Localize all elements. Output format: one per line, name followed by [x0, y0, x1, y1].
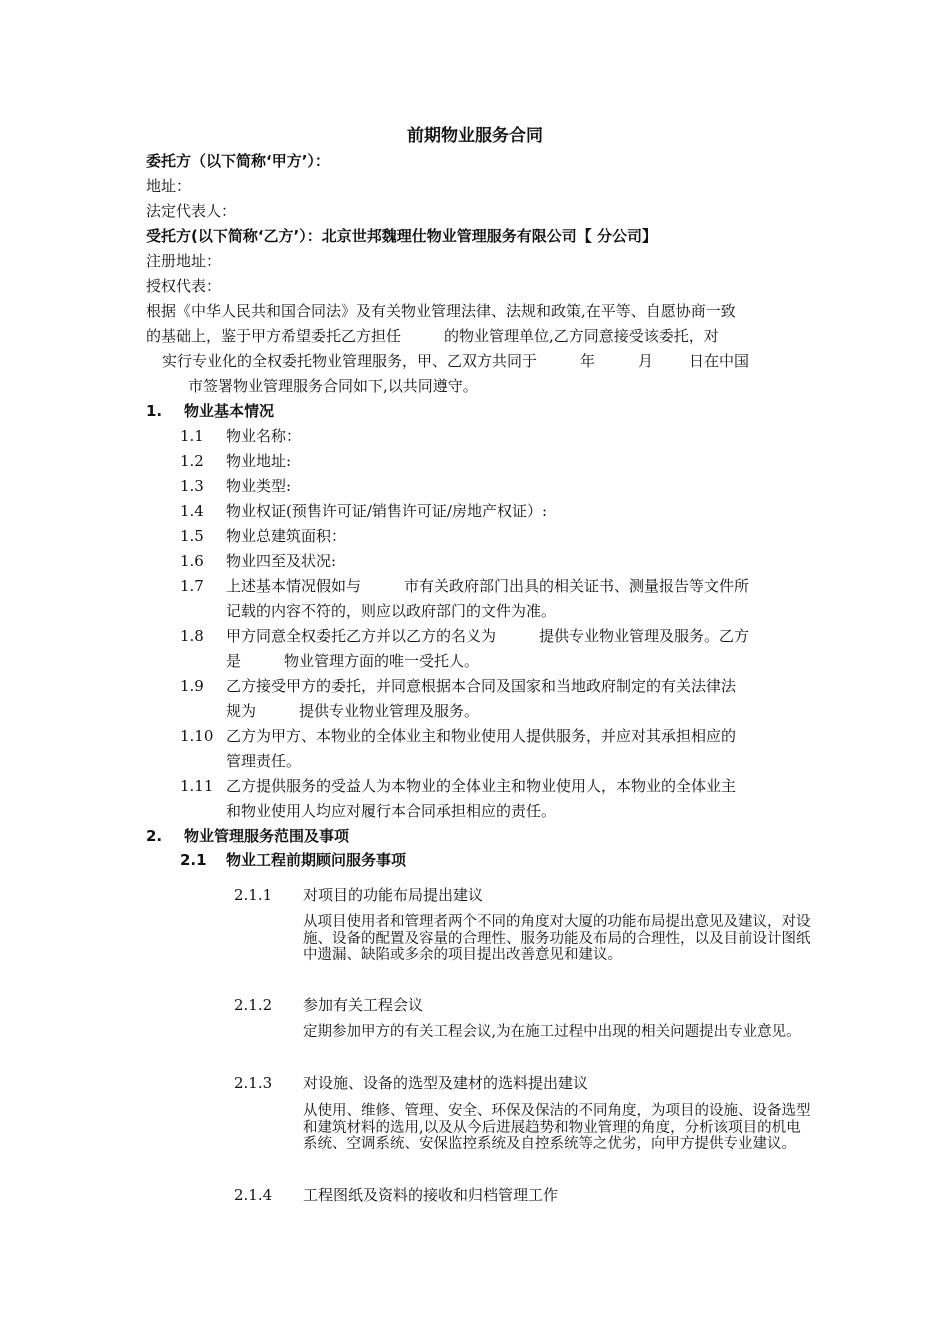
list-item: [0, 724, 950, 774]
item-text: 提供专业物业管理及服务。: [299, 702, 480, 720]
item-number: 1.4: [180, 502, 204, 520]
section-2-1-title: 物业工程前期顾问服务事项: [226, 851, 407, 869]
subsection-body: 从项目使用者和管理者两个不同的角度对大厦的功能布局提出意见及建议，对设施、设备的配置及容量的合理性、服务功能及布局的合理性，以及目前设计图纸中遗漏、缺陷或多余的项目提出改善意见和建议。: [303, 914, 811, 963]
intro-line-3-day: 日在中国: [689, 352, 750, 370]
item-text: 和物业使用人均应对履行本合同承担相应的责任。: [226, 802, 557, 820]
subsection-title: 对设施、设备的选型及建材的选料提出建议: [303, 1074, 589, 1092]
item-text: 物业类型:: [226, 477, 292, 495]
party-b-auth-rep: 授权代表：: [146, 277, 222, 295]
intro-line-2-b: 的物业管理单位,乙方同意接受该委托，对: [444, 327, 719, 345]
subsection-number: 2.1.2: [234, 996, 273, 1014]
subsection-heading: [0, 1183, 950, 1208]
section-2-title: 物业管理服务范围及事项: [184, 827, 350, 845]
intro-line-4: 市签署物业管理服务合同如下,以共同遵守。: [188, 377, 478, 395]
item-text: 规为: [226, 702, 257, 720]
item-number: 1.3: [180, 477, 204, 495]
subsection-number: 2.1.4: [234, 1186, 273, 1204]
item-text: 物业权证(预售许可证/销售许可证/房地产权证）:: [226, 502, 548, 520]
intro-line-3-month: 月: [638, 352, 654, 370]
intro-line-3-year: 年: [580, 352, 596, 370]
list-item: [0, 424, 950, 449]
item-text: 物业名称：: [226, 427, 302, 445]
subsection-body: 从使用、维修、管理、安全、环保及保洁的不同角度，为项目的设施、设备选型和建筑材料的选用,以及从今后进展趋势和物业管理的角度，分析该项目的机电系统、空调系统、安保监控系统及自控系统等之优劣，向甲方提供专业建议。: [303, 1103, 811, 1152]
section-2-heading: [0, 824, 950, 849]
section-2-1-number: 2.1: [180, 851, 207, 869]
subsection-number: 2.1.1: [234, 886, 273, 904]
item-text: 乙方提供服务的受益人为本物业的全体业主和物业使用人，本物业的全体业主: [226, 777, 737, 795]
item-number: 1.11: [180, 777, 214, 795]
section-2-1-heading: [0, 848, 950, 873]
item-number: 1.6: [180, 552, 204, 570]
item-text: 是: [226, 652, 242, 670]
intro-line-3-a: 实行专业化的全权委托物业管理服务，甲、乙双方共同于: [162, 352, 538, 370]
item-text: 提供专业物业管理及服务。乙方: [539, 627, 750, 645]
section-1-number: 1.: [146, 402, 163, 420]
subsection-title: 对项目的功能布局提出建议: [303, 886, 484, 904]
item-text: 上述基本情况假如与: [226, 577, 362, 595]
list-item: [0, 774, 950, 824]
item-text: 乙方接受甲方的委托，并同意根据本合同及国家和当地政府制定的有关法律法: [226, 677, 737, 695]
list-item: [0, 674, 950, 724]
subsection-body: 定期参加甲方的有关工程会议,为在施工过程中出现的相关问题提出专业意见。: [303, 1024, 801, 1040]
intro-line-2: [146, 324, 719, 349]
item-text: 市有关政府部门出具的相关证书、测量报告等文件所: [404, 577, 750, 595]
item-text: 物业地址:: [226, 452, 292, 470]
section-2-number: 2.: [146, 827, 163, 845]
subsection-number: 2.1.3: [234, 1074, 273, 1092]
intro-line-3: [162, 349, 749, 374]
party-b-reg-address: 注册地址：: [146, 252, 222, 270]
item-number: 1.8: [180, 627, 204, 645]
item-text: 乙方为甲方、本物业的全体业主和物业使用人提供服务，并应对其承担相应的: [226, 727, 737, 745]
list-item: [0, 474, 950, 499]
item-text: 甲方同意全权委托乙方并以乙方的名义为: [226, 627, 497, 645]
item-text: 物业总建筑面积：: [226, 527, 347, 545]
list-item: [0, 624, 950, 674]
list-item: [0, 574, 950, 624]
subsection-heading: [0, 883, 950, 908]
subsection-heading: [0, 1071, 950, 1096]
item-number: 1.2: [180, 452, 204, 470]
item-number: 1.5: [180, 527, 204, 545]
list-item: [0, 524, 950, 549]
item-text: 记载的内容不符的，则应以政府部门的文件为准。: [226, 602, 557, 620]
section-1-title: 物业基本情况: [184, 402, 275, 420]
subsection-title: 参加有关工程会议: [303, 996, 424, 1014]
item-number: 1.9: [180, 677, 204, 695]
item-number: 1.1: [180, 427, 204, 445]
subsection-title: 工程图纸及资料的接收和归档管理工作: [303, 1186, 559, 1204]
party-a-address: 地址：: [146, 177, 192, 195]
party-a-heading: 委托方（以下简称‘甲方’）：: [146, 152, 330, 170]
item-number: 1.7: [180, 577, 204, 595]
document-title: 前期物业服务合同: [407, 126, 543, 146]
item-text: 物业四至及状况:: [226, 552, 337, 570]
item-number: 1.10: [180, 727, 214, 745]
item-text: 物业管理方面的唯一受托人。: [284, 652, 480, 670]
list-item: [0, 549, 950, 574]
intro-line-1: 根据《中华人民共和国合同法》及有关物业管理法律、法规和政策,在平等、自愿协商一致: [146, 302, 736, 320]
intro-line-2-a: 的基础上，鉴于甲方希望委托乙方担任: [146, 327, 402, 345]
list-item: [0, 499, 950, 524]
party-a-legal-rep: 法定代表人：: [146, 202, 237, 220]
item-text: 管理责任。: [226, 752, 302, 770]
section-1-heading: [0, 399, 950, 424]
subsection-heading: [0, 993, 950, 1018]
party-b-heading: 受托方(以下简称‘乙方’）：北京世邦魏理仕物业管理服务有限公司【 分公司】: [146, 227, 657, 245]
list-item: [0, 449, 950, 474]
